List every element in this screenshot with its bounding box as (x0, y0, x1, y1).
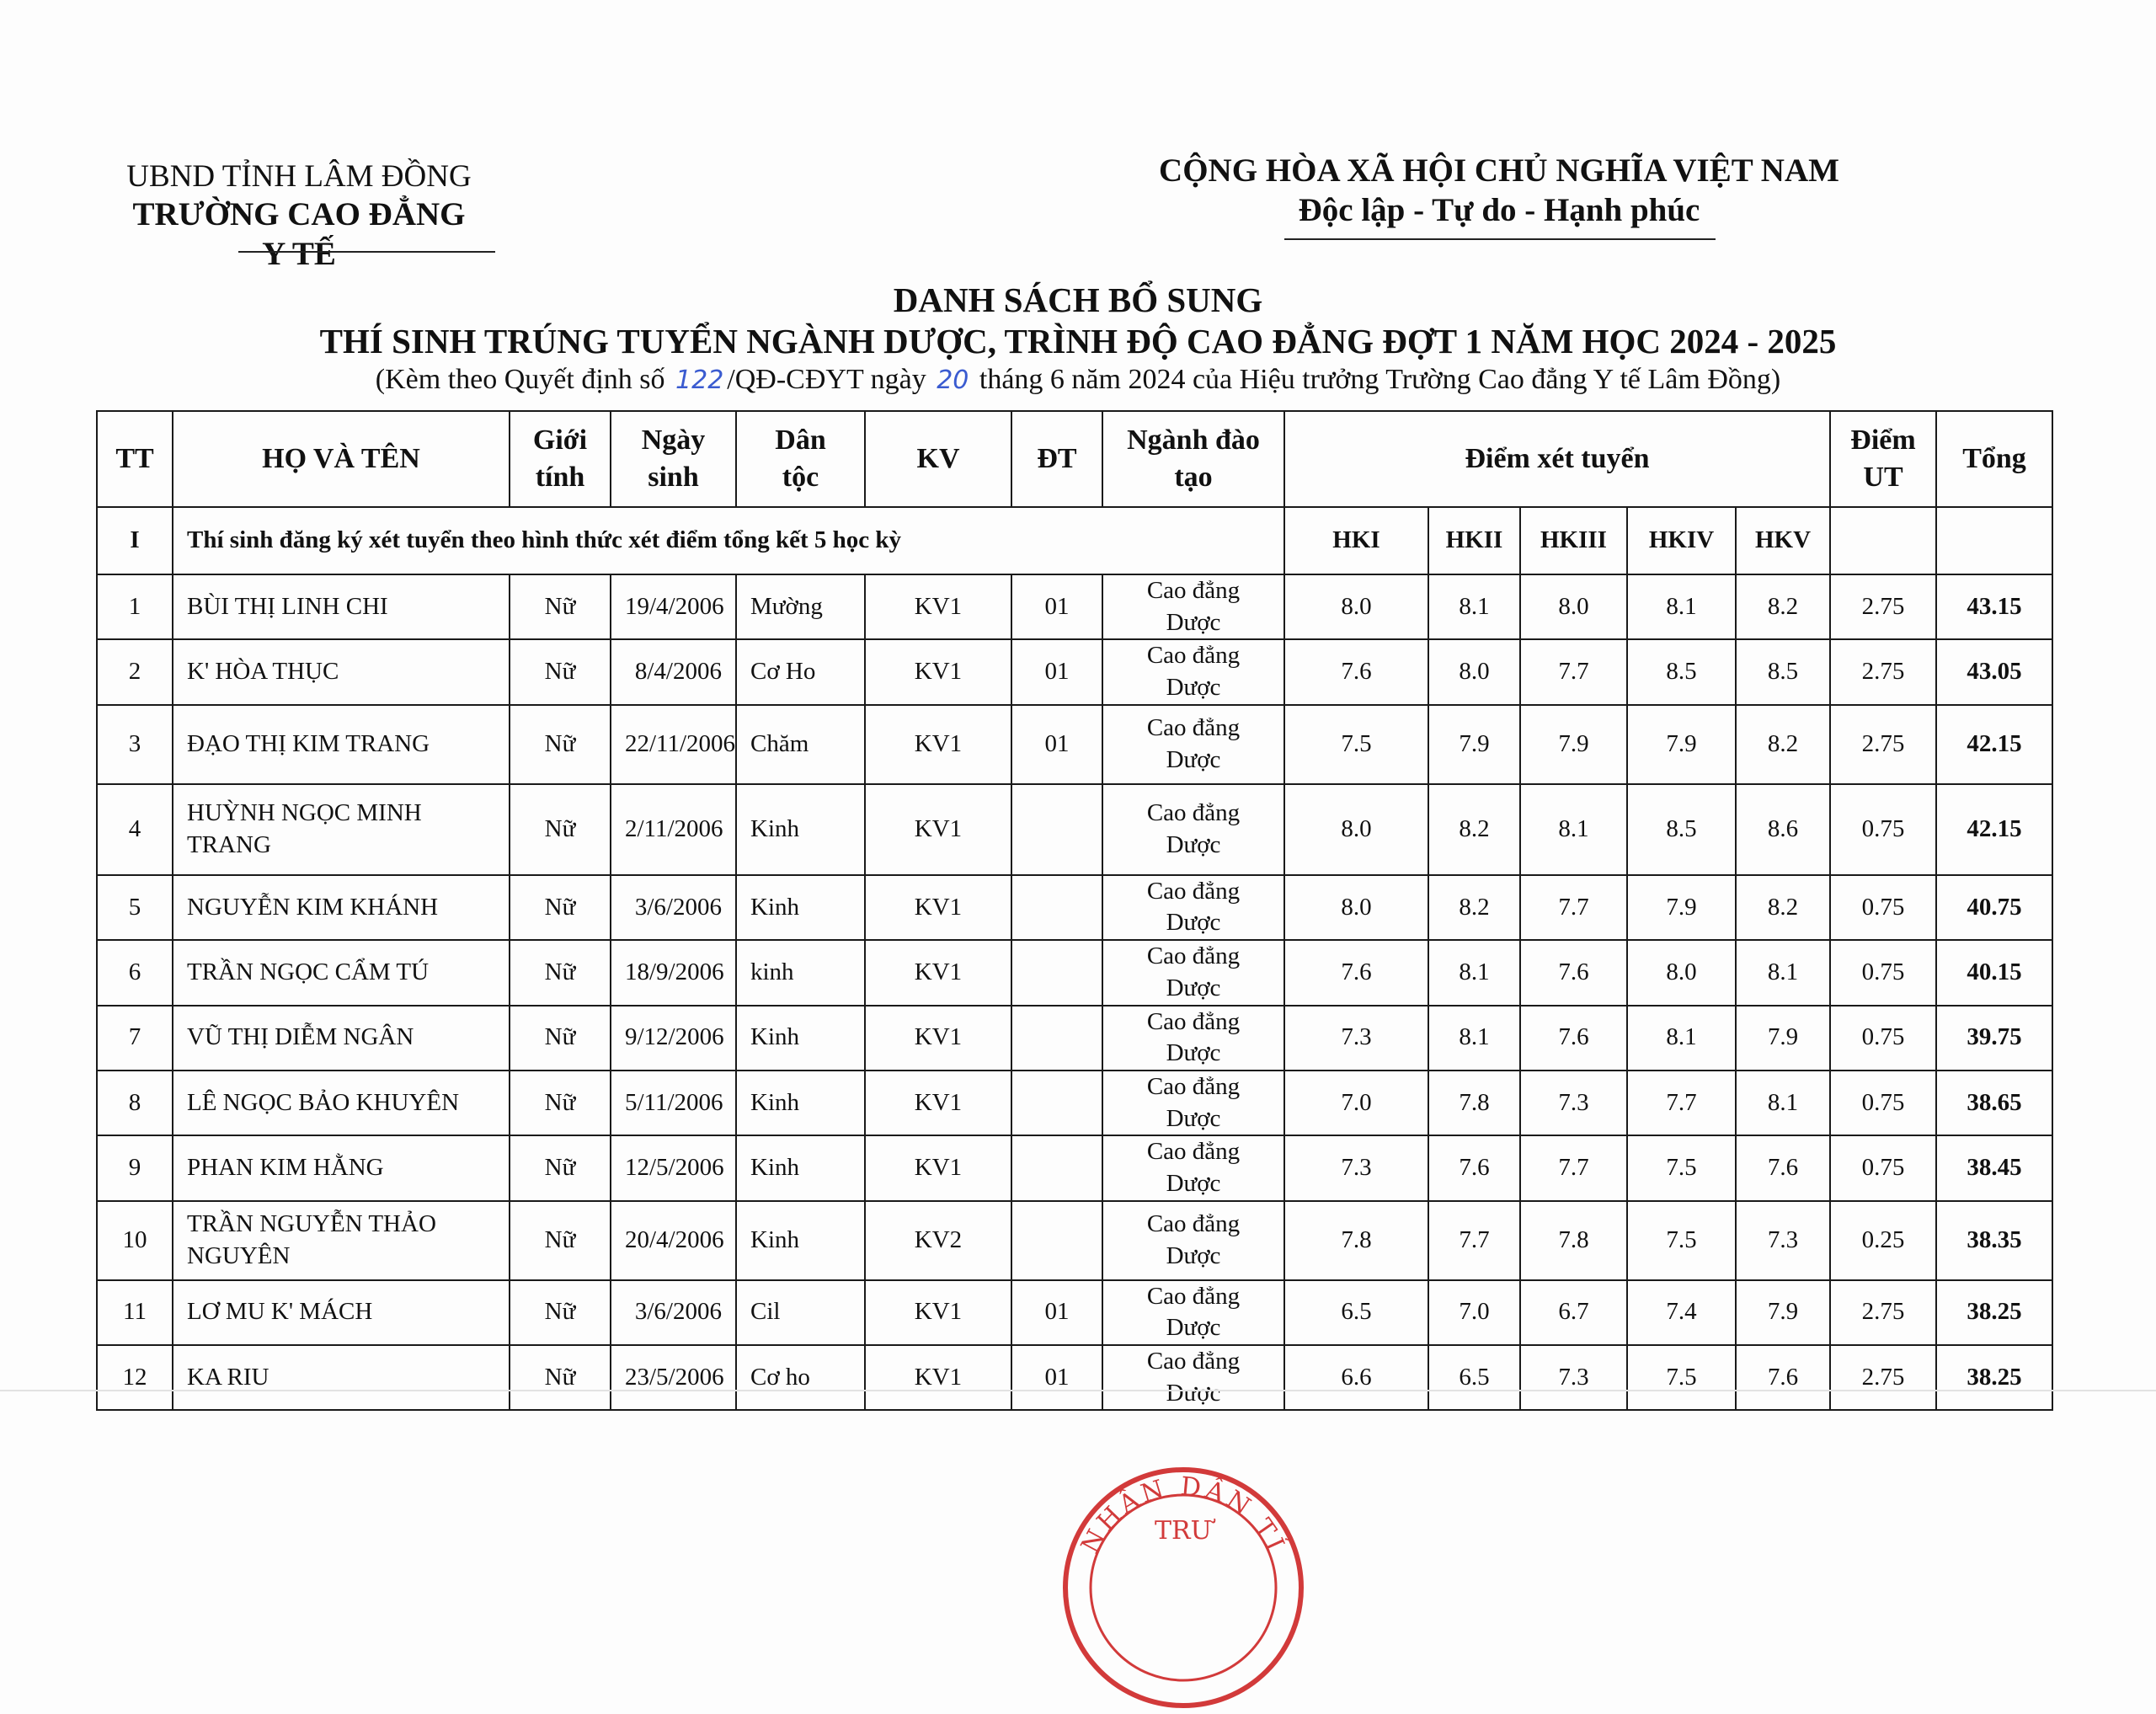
row-tt: 3 (97, 705, 173, 784)
row-kv: KV1 (865, 1345, 1011, 1410)
row-ethnic: Mường (736, 574, 865, 639)
motto: Độc lập - Tự do - Hạnh phúc (1298, 191, 1700, 228)
row-tt: 6 (97, 940, 173, 1005)
col-gender: Giới tính (510, 411, 611, 507)
row-dob: 8/4/2006 (611, 639, 736, 704)
row-hkiii: 7.3 (1520, 1071, 1627, 1135)
row-tt: 12 (97, 1345, 173, 1410)
row-hkii: 7.6 (1428, 1135, 1520, 1200)
row-ut: 0.75 (1830, 875, 1936, 940)
row-ut: 2.75 (1830, 574, 1936, 639)
row-dt: 01 (1011, 705, 1102, 784)
page-bottom-rule (0, 1390, 2156, 1391)
row-total: 39.75 (1936, 1006, 2052, 1071)
term-hkii: HKII (1428, 507, 1520, 574)
row-dt: 01 (1011, 574, 1102, 639)
row-dob: 22/11/2006 (611, 705, 736, 784)
row-major: Cao đẳng Dược (1102, 1345, 1284, 1410)
doc-reference (0, 364, 2156, 396)
row-name: LÊ NGỌC BẢO KHUYÊN (173, 1071, 510, 1135)
row-kv: KV1 (865, 1006, 1011, 1071)
col-ethnic: Dân tộc (736, 411, 865, 507)
row-hkv: 7.6 (1736, 1135, 1830, 1200)
row-gender: Nữ (510, 1201, 611, 1280)
table-row (97, 1280, 2052, 1345)
row-total: 42.15 (1936, 705, 2052, 784)
row-major: Cao đẳng Dược (1102, 1071, 1284, 1135)
row-dt (1011, 1071, 1102, 1135)
row-dt: 01 (1011, 639, 1102, 704)
svg-text:TRƯ: TRƯ (1155, 1516, 1212, 1546)
row-gender: Nữ (510, 574, 611, 639)
row-hki: 6.6 (1284, 1345, 1428, 1410)
row-hkiv: 8.0 (1627, 940, 1736, 1005)
col-major: Ngành đào tạo (1102, 411, 1284, 507)
table-row (97, 1071, 2052, 1135)
row-dt (1011, 1006, 1102, 1071)
row-major: Cao đẳng Dược (1102, 1135, 1284, 1200)
row-hkv: 8.2 (1736, 574, 1830, 639)
row-hkv: 8.6 (1736, 784, 1830, 875)
row-name: LƠ MU K' MÁCH (173, 1280, 510, 1345)
row-ut: 2.75 (1830, 639, 1936, 704)
header-right (1129, 152, 1870, 231)
row-kv: KV1 (865, 1135, 1011, 1200)
row-ut: 2.75 (1830, 1280, 1936, 1345)
row-major: Cao đẳng Dược (1102, 940, 1284, 1005)
authority-name: UBND TỈNH LÂM ĐỒNG (126, 159, 472, 194)
row-total: 38.35 (1936, 1201, 2052, 1280)
table-row (97, 1201, 2052, 1280)
table-row (97, 639, 2052, 704)
row-dob: 9/12/2006 (611, 1006, 736, 1071)
row-hki: 8.0 (1284, 574, 1428, 639)
section-total-empty (1936, 507, 2052, 574)
row-dob: 3/6/2006 (611, 1280, 736, 1345)
row-name: PHAN KIM HẰNG (173, 1135, 510, 1200)
row-dt: 01 (1011, 1345, 1102, 1410)
row-ethnic: Kinh (736, 875, 865, 940)
table-row (97, 574, 2052, 639)
country-name: CỘNG HÒA XÃ HỘI CHỦ NGHĨA VIỆT NAM (1159, 152, 1839, 189)
row-hkiii: 7.7 (1520, 639, 1627, 704)
col-ut: Điểm UT (1830, 411, 1936, 507)
row-ethnic: Chăm (736, 705, 865, 784)
table-row (97, 1345, 2052, 1410)
reference-text-c: tháng 6 năm 2024 của Hiệu trưởng Trường Cao đẳng Y tế Lâm Đồng) (979, 364, 1781, 395)
row-ethnic: Cil (736, 1280, 865, 1345)
col-name: HỌ VÀ TÊN (173, 411, 510, 507)
col-dob: Ngày sinh (611, 411, 736, 507)
row-gender: Nữ (510, 705, 611, 784)
row-ethnic: Kinh (736, 1135, 865, 1200)
row-kv: KV1 (865, 940, 1011, 1005)
row-gender: Nữ (510, 940, 611, 1005)
row-name: K' HÒA THỤC (173, 639, 510, 704)
row-hkv: 8.2 (1736, 705, 1830, 784)
row-hkii: 6.5 (1428, 1345, 1520, 1410)
row-name: VŨ THỊ DIỄM NGÂN (173, 1006, 510, 1071)
row-dob: 19/4/2006 (611, 574, 736, 639)
row-hkiv: 7.5 (1627, 1201, 1736, 1280)
row-kv: KV1 (865, 1071, 1011, 1135)
doc-subtitle: THÍ SINH TRÚNG TUYỂN NGÀNH DƯỢC, TRÌNH ĐỘ CAO ĐẲNG ĐỢT 1 NĂM HỌC 2024 - 2025 (319, 322, 1837, 360)
decision-day-handwritten: 20 (937, 366, 969, 395)
row-ethnic: kinh (736, 940, 865, 1005)
col-total: Tổng (1936, 411, 2052, 507)
row-name: BÙI THỊ LINH CHI (173, 574, 510, 639)
table-row (97, 940, 2052, 1005)
row-hkii: 8.1 (1428, 574, 1520, 639)
row-hki: 7.0 (1284, 1071, 1428, 1135)
row-tt: 11 (97, 1280, 173, 1345)
row-hkiii: 7.8 (1520, 1201, 1627, 1280)
row-name: TRẦN NGỌC CẨM TÚ (173, 940, 510, 1005)
row-ut: 0.25 (1830, 1201, 1936, 1280)
table-row (97, 784, 2052, 875)
row-gender: Nữ (510, 1006, 611, 1071)
row-gender: Nữ (510, 784, 611, 875)
svg-text:NHÂN DÂN TỈ: NHÂN DÂN TỈ (1075, 1471, 1292, 1559)
row-hkiv: 8.5 (1627, 639, 1736, 704)
row-major: Cao đẳng Dược (1102, 1201, 1284, 1280)
row-total: 38.65 (1936, 1071, 2052, 1135)
row-dt: 01 (1011, 1280, 1102, 1345)
row-ut: 0.75 (1830, 1006, 1936, 1071)
row-major: Cao đẳng Dược (1102, 639, 1284, 704)
row-name: ĐẠO THỊ KIM TRANG (173, 705, 510, 784)
col-scores: Điểm xét tuyển (1284, 411, 1830, 507)
row-hkv: 8.2 (1736, 875, 1830, 940)
row-tt: 7 (97, 1006, 173, 1071)
row-dt (1011, 875, 1102, 940)
row-dob: 12/5/2006 (611, 1135, 736, 1200)
row-ut: 2.75 (1830, 1345, 1936, 1410)
row-hkiii: 7.6 (1520, 1006, 1627, 1071)
row-hkv: 7.9 (1736, 1280, 1830, 1345)
row-hki: 8.0 (1284, 875, 1428, 940)
row-kv: KV1 (865, 574, 1011, 639)
row-total: 38.25 (1936, 1345, 2052, 1410)
row-hkv: 8.1 (1736, 940, 1830, 1005)
term-hkiv: HKIV (1627, 507, 1736, 574)
row-gender: Nữ (510, 1280, 611, 1345)
row-dob: 20/4/2006 (611, 1201, 736, 1280)
row-hkiii: 6.7 (1520, 1280, 1627, 1345)
row-major: Cao đẳng Dược (1102, 875, 1284, 940)
row-dt (1011, 784, 1102, 875)
row-hkv: 8.5 (1736, 639, 1830, 704)
table-row (97, 705, 2052, 784)
motto-underline (1284, 238, 1716, 240)
row-hkv: 8.1 (1736, 1071, 1830, 1135)
row-ethnic: Cơ ho (736, 1345, 865, 1410)
row-hki: 7.5 (1284, 705, 1428, 784)
row-kv: KV1 (865, 784, 1011, 875)
row-tt: 10 (97, 1201, 173, 1280)
row-hkiii: 7.6 (1520, 940, 1627, 1005)
row-total: 40.15 (1936, 940, 2052, 1005)
reference-text-b: /QĐ-CĐYT ngày (727, 364, 926, 395)
row-kv: KV2 (865, 1201, 1011, 1280)
row-hkii: 7.8 (1428, 1071, 1520, 1135)
row-hkiv: 7.4 (1627, 1280, 1736, 1345)
doc-title: DANH SÁCH BỔ SUNG (893, 280, 1263, 319)
row-hki: 7.6 (1284, 940, 1428, 1005)
row-total: 38.45 (1936, 1135, 2052, 1200)
row-gender: Nữ (510, 1071, 611, 1135)
row-hkiv: 7.7 (1627, 1071, 1736, 1135)
term-hki: HKI (1284, 507, 1428, 574)
row-dt (1011, 940, 1102, 1005)
row-hkv: 7.3 (1736, 1201, 1830, 1280)
row-hkiii: 7.7 (1520, 875, 1627, 940)
row-hkiv: 7.5 (1627, 1345, 1736, 1410)
row-hkiii: 7.3 (1520, 1345, 1627, 1410)
row-hki: 7.3 (1284, 1135, 1428, 1200)
row-ethnic: Kinh (736, 1006, 865, 1071)
row-hki: 7.3 (1284, 1006, 1428, 1071)
row-dob: 23/5/2006 (611, 1345, 736, 1410)
row-major: Cao đẳng Dược (1102, 1006, 1284, 1071)
row-hki: 7.8 (1284, 1201, 1428, 1280)
row-major: Cao đẳng Dược (1102, 1280, 1284, 1345)
row-name: NGUYỄN KIM KHÁNH (173, 875, 510, 940)
row-tt: 8 (97, 1071, 173, 1135)
row-tt: 4 (97, 784, 173, 875)
row-kv: KV1 (865, 875, 1011, 940)
row-hkv: 7.9 (1736, 1006, 1830, 1071)
row-total: 42.15 (1936, 784, 2052, 875)
section-ut-empty (1830, 507, 1936, 574)
col-dt: ĐT (1011, 411, 1102, 507)
row-gender: Nữ (510, 875, 611, 940)
row-ut: 0.75 (1830, 1135, 1936, 1200)
row-hkiv: 7.9 (1627, 875, 1736, 940)
row-hkii: 7.7 (1428, 1201, 1520, 1280)
row-dt (1011, 1135, 1102, 1200)
row-hki: 6.5 (1284, 1280, 1428, 1345)
row-tt: 5 (97, 875, 173, 940)
row-hkiii: 8.0 (1520, 574, 1627, 639)
section-row (97, 507, 2052, 574)
row-hki: 8.0 (1284, 784, 1428, 875)
row-total: 40.75 (1936, 875, 2052, 940)
row-major: Cao đẳng Dược (1102, 705, 1284, 784)
row-hkii: 7.9 (1428, 705, 1520, 784)
row-total: 38.25 (1936, 1280, 2052, 1345)
row-gender: Nữ (510, 639, 611, 704)
row-major: Cao đẳng Dược (1102, 784, 1284, 875)
row-ut: 0.75 (1830, 940, 1936, 1005)
row-total: 43.05 (1936, 639, 2052, 704)
row-ethnic: Kinh (736, 784, 865, 875)
row-ut: 2.75 (1830, 705, 1936, 784)
row-hkiv: 8.5 (1627, 784, 1736, 875)
table-row (97, 875, 2052, 940)
row-ethnic: Kinh (736, 1071, 865, 1135)
school-name: TRƯỜNG CAO ĐẲNG Y TẾ (132, 196, 466, 273)
row-ut: 0.75 (1830, 1071, 1936, 1135)
section-label: Thí sinh đăng ký xét tuyển theo hình thức xét điểm tổng kết 5 học kỳ (173, 507, 1284, 574)
row-hkiii: 7.7 (1520, 1135, 1627, 1200)
row-hkii: 8.0 (1428, 639, 1520, 704)
row-hkii: 8.1 (1428, 940, 1520, 1005)
row-kv: KV1 (865, 639, 1011, 704)
reference-text-a: (Kèm theo Quyết định số (375, 364, 665, 395)
row-major: Cao đẳng Dược (1102, 574, 1284, 639)
row-hkii: 8.1 (1428, 1006, 1520, 1071)
row-hkiv: 7.9 (1627, 705, 1736, 784)
row-tt: 9 (97, 1135, 173, 1200)
row-dob: 5/11/2006 (611, 1071, 736, 1135)
row-hkii: 7.0 (1428, 1280, 1520, 1345)
row-hkii: 8.2 (1428, 875, 1520, 940)
admission-table (96, 410, 2053, 1411)
section-number: I (97, 507, 173, 574)
row-dt (1011, 1201, 1102, 1280)
row-gender: Nữ (510, 1345, 611, 1410)
row-tt: 2 (97, 639, 173, 704)
table-row (97, 1135, 2052, 1200)
row-hki: 7.6 (1284, 639, 1428, 704)
row-kv: KV1 (865, 1280, 1011, 1345)
row-hkiv: 7.5 (1627, 1135, 1736, 1200)
row-ethnic: Kinh (736, 1201, 865, 1280)
row-total: 43.15 (1936, 574, 2052, 639)
header-left-underline (238, 251, 495, 253)
table-row (97, 1006, 2052, 1071)
row-gender: Nữ (510, 1135, 611, 1200)
row-dob: 2/11/2006 (611, 784, 736, 875)
row-hkiv: 8.1 (1627, 1006, 1736, 1071)
row-kv: KV1 (865, 705, 1011, 784)
row-tt: 1 (97, 574, 173, 639)
col-tt: TT (97, 411, 173, 507)
row-dob: 3/6/2006 (611, 875, 736, 940)
decision-number-handwritten: 122 (675, 366, 724, 395)
row-hkiii: 7.9 (1520, 705, 1627, 784)
row-dob: 18/9/2006 (611, 940, 736, 1005)
row-name: HUỲNH NGỌC MINH TRANG (173, 784, 510, 875)
row-ethnic: Cơ Ho (736, 639, 865, 704)
col-kv: KV (865, 411, 1011, 507)
term-hkv: HKV (1736, 507, 1830, 574)
row-name: TRẦN NGUYỄN THẢO NGUYÊN (173, 1201, 510, 1280)
row-hkiii: 8.1 (1520, 784, 1627, 875)
row-hkii: 8.2 (1428, 784, 1520, 875)
row-ut: 0.75 (1830, 784, 1936, 875)
row-hkiv: 8.1 (1627, 574, 1736, 639)
official-seal-icon (1057, 1461, 1310, 1714)
term-hkiii: HKIII (1520, 507, 1627, 574)
header-left (118, 158, 480, 275)
row-name: KA RIU (173, 1345, 510, 1410)
table-header-row (97, 411, 2052, 507)
row-hkv: 7.6 (1736, 1345, 1830, 1410)
